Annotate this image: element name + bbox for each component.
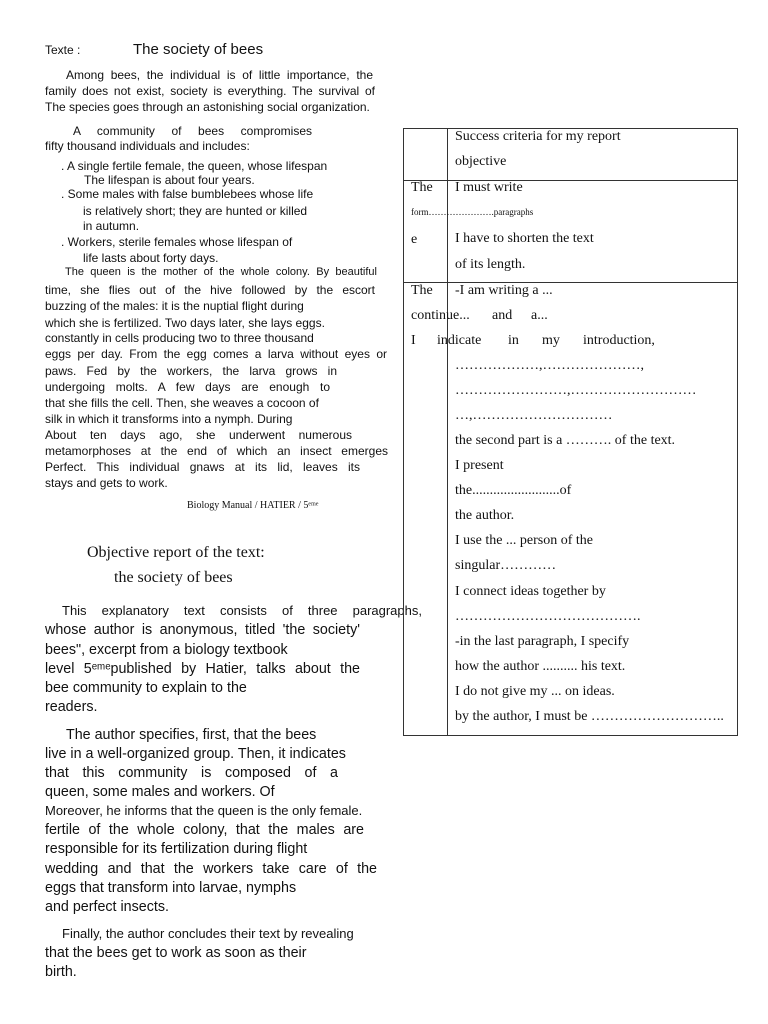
table-row2-right: I do not give my ... on ideas.	[455, 684, 615, 699]
report-p1-line: bees", excerpt from a biology textbook	[45, 642, 288, 658]
report-p2-line: and perfect insects.	[45, 899, 169, 915]
report-p2-line: wedding and that the workers take care of the	[45, 861, 377, 877]
table-row2-right: how the author .......... his text.	[455, 659, 626, 674]
text-label: Texte :	[45, 43, 81, 57]
report-p3-line: that the bees get to work as soon as their	[45, 945, 307, 961]
report-p2-line: live in a well-organized group. Then, it indicates	[45, 746, 346, 762]
report-p2-line: that this community is composed of a	[45, 765, 338, 781]
report-p3-line: Finally, the author concludes their text by revealing	[62, 926, 354, 941]
table-row2-right: the author.	[455, 508, 515, 523]
table-row1-left: e	[411, 232, 418, 247]
intro-line: Among bees, the individual is of little importance, the	[66, 68, 373, 82]
table-row2-right: ………………………………….	[455, 609, 641, 624]
community-lead: fifty thousand individuals and includes:	[45, 139, 250, 153]
queen-line: which she is fertilized. Two days later, she lays eggs.	[45, 316, 325, 330]
table-row2-right: the second part is a ………. of the text.	[455, 433, 676, 448]
report-p3-line: birth.	[45, 964, 77, 980]
queen-line: metamorphoses at the end of which an insect emerges	[45, 444, 388, 458]
community-lead: A community of bees compromises	[73, 124, 312, 138]
table-row2-left: a...	[531, 308, 548, 323]
table-row2-right: -I am writing a ...	[455, 283, 553, 298]
table-row-divider	[403, 282, 738, 283]
report-p1-line: level 5ᵉᵐᵉpublished by Hatier, talks about the	[45, 661, 360, 677]
report-p2-line: queen, some males and workers. Of	[45, 784, 275, 800]
table-row2-right: I use the ... person of the	[455, 533, 594, 548]
table-row2-left: I	[411, 333, 416, 348]
queen-line: time, she flies out of the hive followed by the escort	[45, 283, 375, 297]
table-row1-right: of its length.	[455, 257, 526, 272]
table-row2-right: ……………………,………………………	[455, 383, 697, 398]
report-subtitle: the society of bees	[114, 569, 233, 586]
table-row1-right: form………………….paragraphs	[411, 207, 534, 217]
queen-line: buzzing of the males: it is the nuptial flight during	[45, 299, 304, 313]
table-row2-left: continue...	[411, 308, 470, 323]
community-item: . A single fertile female, the queen, whose lifespan	[61, 159, 328, 173]
table-row2-right: …,…………………………	[455, 408, 613, 423]
report-p1-line: readers.	[45, 699, 98, 715]
community-item: in autumn.	[83, 219, 140, 233]
table-row2-left: and	[492, 308, 513, 323]
table-row2-right: ………………,…………………,	[455, 358, 644, 373]
table-row2-left: in	[508, 333, 519, 348]
queen-line: stays and gets to work.	[45, 476, 168, 490]
report-p1-line: This explanatory text consists of three paragraphs,	[62, 603, 422, 618]
community-item: The lifespan is about four years.	[84, 173, 255, 187]
table-column-divider	[447, 128, 448, 736]
table-row2-left: introduction,	[583, 333, 655, 348]
table-row1-left: The	[411, 180, 433, 195]
citation: Biology Manual / HATIER / 5ᵉᵐᵉ	[187, 500, 319, 511]
report-p2-line: The author specifies, first, that the bees	[66, 727, 317, 743]
table-row2-right: by the author, I must be ………………………..	[455, 709, 724, 724]
queen-line: About ten days ago, she underwent numerous	[45, 428, 352, 442]
table-row2-right: singular…………	[455, 558, 557, 573]
table-row2-left: The	[411, 283, 433, 298]
table-row-divider	[403, 180, 738, 181]
report-p2-line: responsible for its fertilization during flight	[45, 841, 308, 857]
intro-line: family does not exist, society is everything. The survival of	[45, 84, 375, 98]
community-item: is relatively short; they are hunted or killed	[83, 204, 308, 218]
table-row1-right: I have to shorten the text	[455, 231, 594, 246]
queen-line: paws. Fed by the workers, the larva grows in	[45, 364, 337, 378]
table-row2-right: I connect ideas together by	[455, 584, 606, 599]
report-p2-line: fertile of the whole colony, that the males are	[45, 822, 364, 838]
queen-line: Perfect. This individual gnaws at its lid, leaves its	[45, 460, 360, 474]
table-row2-left: my	[542, 333, 560, 348]
table-row2-right: I present	[455, 458, 504, 473]
table-header-line: Success criteria for my report	[455, 129, 621, 144]
report-p1-line: whose author is anonymous, titled 'the society'	[45, 622, 360, 638]
queen-line: silk in which it transforms into a nymph. During	[45, 412, 293, 426]
table-row2-right: the.........................of	[455, 483, 572, 498]
report-p2-line: eggs that transform into larvae, nymphs	[45, 880, 297, 896]
table-row2-left: indicate	[437, 333, 482, 348]
queen-line: eggs per day. From the egg comes a larva without eyes or	[45, 347, 387, 361]
queen-line: undergoing molts. A few days are enough to	[45, 380, 330, 394]
report-p2-line: Moreover, he informs that the queen is the only female.	[45, 803, 363, 818]
community-item: . Workers, sterile females whose lifespan of	[61, 235, 293, 249]
table-row2-right: -in the last paragraph, I specify	[455, 634, 630, 649]
text-title: The society of bees	[133, 41, 264, 58]
queen-line: that she fills the cell. Then, she weaves a cocoon of	[45, 396, 319, 410]
queen-line: constantly in cells producing two to three thousand	[45, 331, 314, 345]
queen-line: The queen is the mother of the whole colony. By beautiful	[65, 266, 377, 278]
report-title: Objective report of the text:	[87, 544, 265, 561]
report-p1-line: bee community to explain to the	[45, 680, 247, 696]
community-item: . Some males with false bumblebees whose life	[61, 187, 314, 201]
intro-line: The species goes through an astonishing social organization.	[45, 100, 370, 114]
community-item: life lasts about forty days.	[83, 251, 219, 265]
table-row1-right: I must write	[455, 180, 523, 195]
table-header-line: objective	[455, 154, 507, 169]
